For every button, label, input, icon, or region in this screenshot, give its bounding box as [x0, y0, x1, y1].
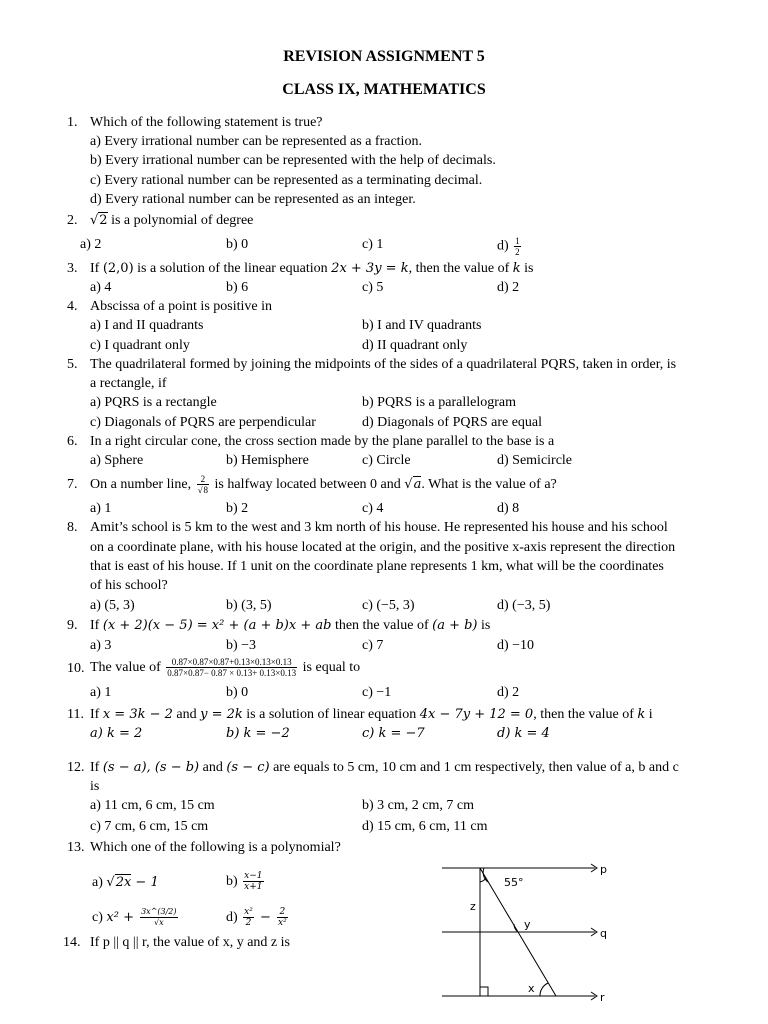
q2-radicand: 2	[99, 213, 108, 228]
q13-option-a: a) √2x − 1	[92, 875, 159, 890]
q11-variable: k	[637, 707, 646, 722]
document-title: REVISION ASSIGNMENT 5	[283, 48, 485, 65]
q1-number: 1.	[67, 115, 78, 130]
q6-option-d: d) Semicircle	[497, 453, 573, 468]
q9-expression: (a + b)	[432, 618, 478, 633]
angle-y-label: y	[524, 918, 531, 931]
q14-text: If p || q || r, the value of x, y and z is	[90, 935, 290, 950]
q3-equation: 2x + 3y = k	[331, 261, 409, 276]
q12-option-b: b) 3 cm, 2 cm, 7 cm	[362, 798, 474, 813]
q9-end: is	[477, 618, 491, 633]
q7-option-a: a) 1	[90, 501, 112, 516]
q7-fraction	[197, 474, 209, 495]
q13-d-fraction-1	[243, 907, 254, 928]
q10-numerator: 0.87×0.87×0.87+0.13×0.13×0.13	[166, 657, 297, 668]
q11-expression-x: x = 3k − 2	[102, 707, 173, 722]
q11-option-d: d) k = 4	[497, 726, 550, 741]
q9-option-d: d) −10	[497, 638, 535, 653]
q7-number: 7.	[67, 477, 78, 492]
q7-text: On a number line, $\frac{2}{√8}$ is halfway located between 0 and √a. What is the value of a?	[90, 474, 557, 496]
q11-end: i	[645, 707, 653, 722]
q13-c-label: c)	[92, 910, 107, 925]
q12-and: and	[199, 760, 227, 775]
q2-d-denominator: 2	[515, 247, 520, 257]
q12-text	[90, 759, 679, 777]
q13-b-fraction	[243, 871, 263, 892]
q7-mid: is halfway located between 0 and	[211, 477, 405, 492]
q2-number: 2.	[67, 213, 78, 228]
q13-d2-numerator: 2	[277, 907, 288, 918]
q13-option-c	[92, 904, 180, 932]
q8-option-b: b) (3, 5)	[226, 598, 272, 613]
q8-option-c: c) (−5, 3)	[362, 598, 415, 613]
q13-d-minus: −	[255, 910, 276, 925]
q10-text	[90, 654, 360, 682]
q11-and: and	[172, 707, 201, 722]
q5-text-line2: a rectangle, if	[90, 376, 167, 391]
q7-post: . What is the value of a?	[421, 477, 557, 492]
q9-option-a: a) 3	[90, 638, 112, 653]
q11-equation: 4x − 7y + 12 = 0	[419, 707, 534, 722]
angle-55-label: 55°	[504, 876, 524, 889]
line-q-label: q	[600, 927, 607, 940]
q2-option-d-fraction	[514, 236, 521, 257]
q13-a-radicand: 2x	[115, 875, 132, 890]
q3-option-b: b) 6	[226, 280, 249, 295]
q8-text-line3: that is east of his house. If 1 unit on the coordinate plane represents 1 km, what will be the coordinates	[90, 559, 664, 574]
q8-text-line4: of his school?	[90, 578, 168, 593]
q8-option-d: d) (−3, 5)	[497, 598, 551, 613]
q13-number: 13.	[67, 840, 85, 855]
q12-expressions: (s − a), (s − b)	[102, 760, 200, 775]
q9-pre: If	[90, 618, 103, 633]
q7-option-c: c) 4	[362, 501, 384, 516]
q13-b-numerator: x−1	[244, 871, 263, 882]
q13-a-label: a)	[92, 875, 107, 890]
q3-end: is	[520, 261, 534, 276]
line-r-label: r	[600, 991, 605, 1004]
q1-option-c: c) Every rational number can be represented as a terminating decimal.	[90, 173, 483, 188]
q11-pre: If	[90, 707, 103, 722]
q2-option-d	[497, 236, 523, 257]
q12-expression-c: (s − c)	[226, 760, 270, 775]
right-angle-marker	[480, 987, 488, 996]
q13-c-denominator: √x	[154, 918, 164, 928]
q3-option-c: c) 5	[362, 280, 384, 295]
q9-mid: then the value of	[331, 618, 433, 633]
q10-option-a: a) 1	[90, 685, 112, 700]
q10-fraction	[166, 657, 297, 678]
q1-option-d: d) Every rational number can be represented as an integer.	[90, 192, 416, 207]
q13-c-pre: x² +	[106, 910, 139, 925]
q13-a-post: − 1	[131, 875, 159, 890]
q7-numerator: 2	[197, 474, 209, 485]
q13-b-label: b)	[226, 874, 242, 889]
parallel-lines-figure	[430, 852, 620, 1012]
q8-text-line1: Amit’s school is 5 km to the west and 3 km north of his house. He represented his house and his school	[90, 520, 668, 535]
q1-option-a: a) Every irrational number can be represented as a fraction.	[90, 134, 422, 149]
q3-text	[90, 260, 534, 278]
q9-text	[90, 617, 490, 635]
q7-denominator: √8	[197, 485, 209, 496]
q11-option-c: c) k = −7	[362, 726, 425, 741]
q12-option-c: c) 7 cm, 6 cm, 15 cm	[90, 819, 209, 834]
q13-b-denominator: x+1	[244, 882, 263, 893]
q2-option-d-label: d)	[497, 238, 509, 254]
q4-option-c: c) I quadrant only	[90, 338, 190, 353]
q13-option-d	[226, 904, 290, 932]
q9-equation: (x + 2)(x − 5) = x² + (a + b)x + ab	[102, 618, 332, 633]
q7-denominator-radicand: 8	[203, 485, 209, 496]
q7-radicand: a	[413, 477, 422, 492]
q5-number: 5.	[67, 357, 78, 372]
q10-number: 10.	[67, 661, 85, 676]
q13-text: Which one of the following is a polynomial?	[90, 840, 341, 855]
q9-number: 9.	[67, 618, 78, 633]
q13-c-numerator: 3x^(3/2)	[141, 907, 177, 917]
q2-d-numerator: 1	[515, 236, 520, 246]
q13-d2-denominator: x²	[278, 918, 287, 929]
q14-number: 14.	[63, 935, 81, 950]
q7-pre: On a number line,	[90, 477, 195, 492]
q6-option-b: b) Hemisphere	[226, 453, 309, 468]
line-p-label: p	[600, 863, 607, 876]
q10-option-c: c) −1	[362, 685, 392, 700]
q7-option-b: b) 2	[226, 501, 249, 516]
q9-option-b: b) −3	[226, 638, 257, 653]
q4-option-a: a) I and II quadrants	[90, 318, 204, 333]
q10-option-b: b) 0	[226, 685, 249, 700]
q12-text-line2: is	[90, 779, 100, 794]
q12-option-d: d) 15 cm, 6 cm, 11 cm	[362, 819, 488, 834]
q12-option-a: a) 11 cm, 6 cm, 15 cm	[90, 798, 215, 813]
q13-d1-denominator: 2	[245, 918, 252, 929]
q8-number: 8.	[67, 520, 78, 535]
q8-option-a: a) (5, 3)	[90, 598, 135, 613]
q12-pre: If	[90, 760, 103, 775]
q10-option-d: d) 2	[497, 685, 520, 700]
q13-d-label: d)	[226, 910, 242, 925]
q5-option-b: b) PQRS is a parallelogram	[362, 395, 516, 410]
q11-option-a: a) k = 2	[90, 726, 143, 741]
q10-post: is equal to	[299, 660, 361, 675]
q11-text	[90, 706, 653, 724]
angle-arc-x	[540, 983, 548, 996]
q13-d-fraction-2	[277, 907, 288, 928]
q4-number: 4.	[67, 299, 78, 314]
q9-option-c: c) 7	[362, 638, 384, 653]
q3-option-a: a) 4	[90, 280, 112, 295]
q12-number: 12.	[67, 760, 85, 775]
q11-option-b: b) k = −2	[226, 726, 290, 741]
q5-option-d: d) Diagonals of PQRS are equal	[362, 415, 543, 430]
q6-option-c: c) Circle	[362, 453, 411, 468]
q10-pre: The value of	[90, 660, 165, 675]
q1-option-b: b) Every irrational number can be represented with the help of decimals.	[90, 153, 496, 168]
q8-text-line2: on a coordinate plane, with his house located at the origin, and the positive x-axis represent the direction	[90, 540, 676, 555]
angle-arc-z	[480, 878, 486, 882]
q13-d1-numerator: x²	[244, 907, 253, 918]
document-subtitle: CLASS IX, MATHEMATICS	[282, 81, 486, 98]
q3-option-d: d) 2	[497, 280, 520, 295]
q2-stem: is a polynomial of degree	[107, 213, 254, 228]
q2-option-c: c) 1	[362, 237, 384, 252]
q3-point: (2,0)	[102, 261, 134, 276]
q10-denominator: 0.87×0.87− 0.87 × 0.13+ 0.13×0.13	[167, 668, 297, 679]
q3-number: 3.	[67, 261, 78, 276]
q7-option-d: d) 8	[497, 501, 520, 516]
q3-pre: If	[90, 261, 103, 276]
q5-text-line1: The quadrilateral formed by joining the midpoints of the sides of a quadrilateral PQRS, taken in order, is	[90, 357, 677, 372]
q2-text: √2 is a polynomial of degree	[90, 213, 254, 228]
q11-post: , then the value of	[533, 707, 638, 722]
angle-z-label: z	[470, 900, 476, 913]
q13-c-fraction	[140, 907, 177, 928]
q11-mid: is a solution of linear equation	[242, 707, 420, 722]
q2-option-a: a) 2	[80, 237, 102, 252]
q5-option-c: c) Diagonals of PQRS are perpendicular	[90, 415, 316, 430]
q11-expression-y: y = 2k	[200, 707, 243, 722]
q4-option-b: b) I and IV quadrants	[362, 318, 482, 333]
q6-option-a: a) Sphere	[90, 453, 144, 468]
angle-x-label: x	[528, 982, 535, 995]
q3-post: , then the value of	[408, 261, 513, 276]
q2-option-b: b) 0	[226, 237, 249, 252]
q4-option-d: d) II quadrant only	[362, 338, 468, 353]
q13-option-b	[226, 868, 266, 896]
q5-option-a: a) PQRS is a rectangle	[90, 395, 217, 410]
q1-text: Which of the following statement is true?	[90, 115, 323, 130]
q3-variable: k	[512, 261, 521, 276]
q4-text: Abscissa of a point is positive in	[90, 299, 272, 314]
q6-number: 6.	[67, 434, 78, 449]
q3-mid: is a solution of the linear equation	[133, 261, 332, 276]
q12-post: are equals to 5 cm, 10 cm and 1 cm respectively, then value of a, b and c	[269, 760, 679, 775]
q11-number: 11.	[67, 707, 84, 722]
q6-text: In a right circular cone, the cross section made by the plane parallel to the base is a	[90, 434, 555, 449]
